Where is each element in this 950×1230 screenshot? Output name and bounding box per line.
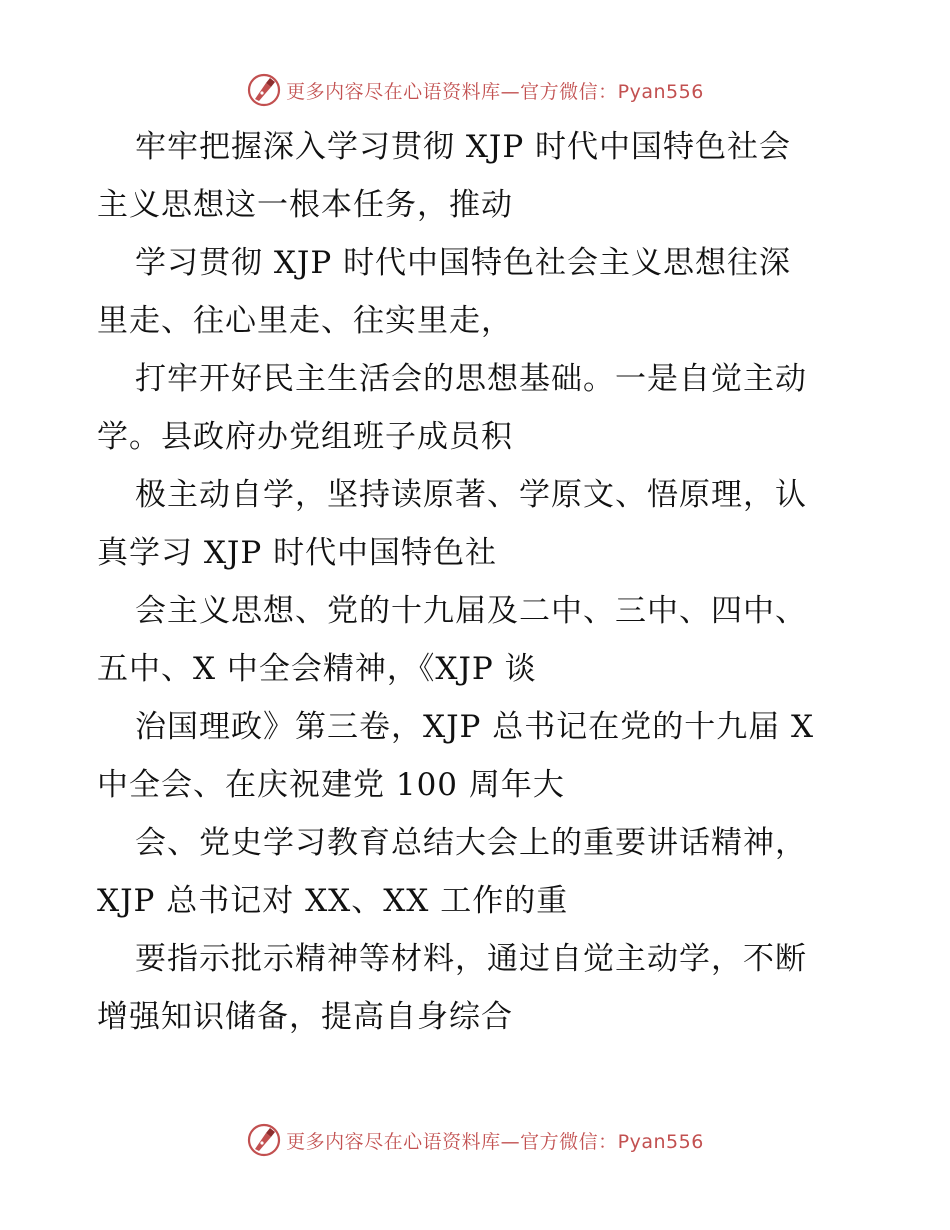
text-line: 要指示批示精神等材料，通过自觉主动学，不断 — [135, 941, 807, 977]
text-line: 学习贯彻 XJP 时代中国特色社会主义思想往深 — [135, 245, 792, 281]
document-body — [97, 118, 857, 1046]
text-line: 学。县政府办党组班子成员积 — [97, 419, 513, 455]
text-line: XJP 总书记对 XX、XX 工作的重 — [97, 883, 569, 919]
text-line: 打牢开好民主生活会的思想基础。一是自觉主动 — [135, 361, 807, 397]
text-line: 极主动自学，坚持读原著、学原文、悟原理，认 — [135, 477, 807, 513]
text-line: 治国理政》第三卷，XJP 总书记在党的十九届 X — [135, 709, 815, 745]
text-line: 真学习 XJP 时代中国特色社 — [97, 535, 498, 571]
text-line: 牢牢把握深入学习贯彻 XJP 时代中国特色社会 — [135, 129, 792, 165]
watermark-text: 更多内容尽在心语资料库—官方微信：Pyan556 — [286, 80, 704, 103]
pen-nib-circle-icon — [246, 72, 282, 108]
pen-nib-circle-icon — [246, 1122, 282, 1158]
text-line: 增强知识储备，提高自身综合 — [97, 999, 513, 1035]
text-line: 会主义思想、党的十九届及二中、三中、四中、 — [135, 593, 807, 629]
text-line: 会、党史学习教育总结大会上的重要讲话精神， — [135, 825, 807, 861]
footer-watermark-banner — [0, 1120, 950, 1160]
text-line: 里走、往心里走、往实里走， — [97, 303, 513, 339]
text-line: 五中、X 中全会精神，《XJP 谈 — [97, 651, 537, 687]
text-line: 主义思想这一根本任务，推动 — [97, 187, 513, 223]
header-watermark-banner — [0, 70, 950, 110]
watermark-text: 更多内容尽在心语资料库—官方微信：Pyan556 — [286, 1130, 704, 1153]
text-line: 中全会、在庆祝建党 100 周年大 — [97, 767, 565, 803]
